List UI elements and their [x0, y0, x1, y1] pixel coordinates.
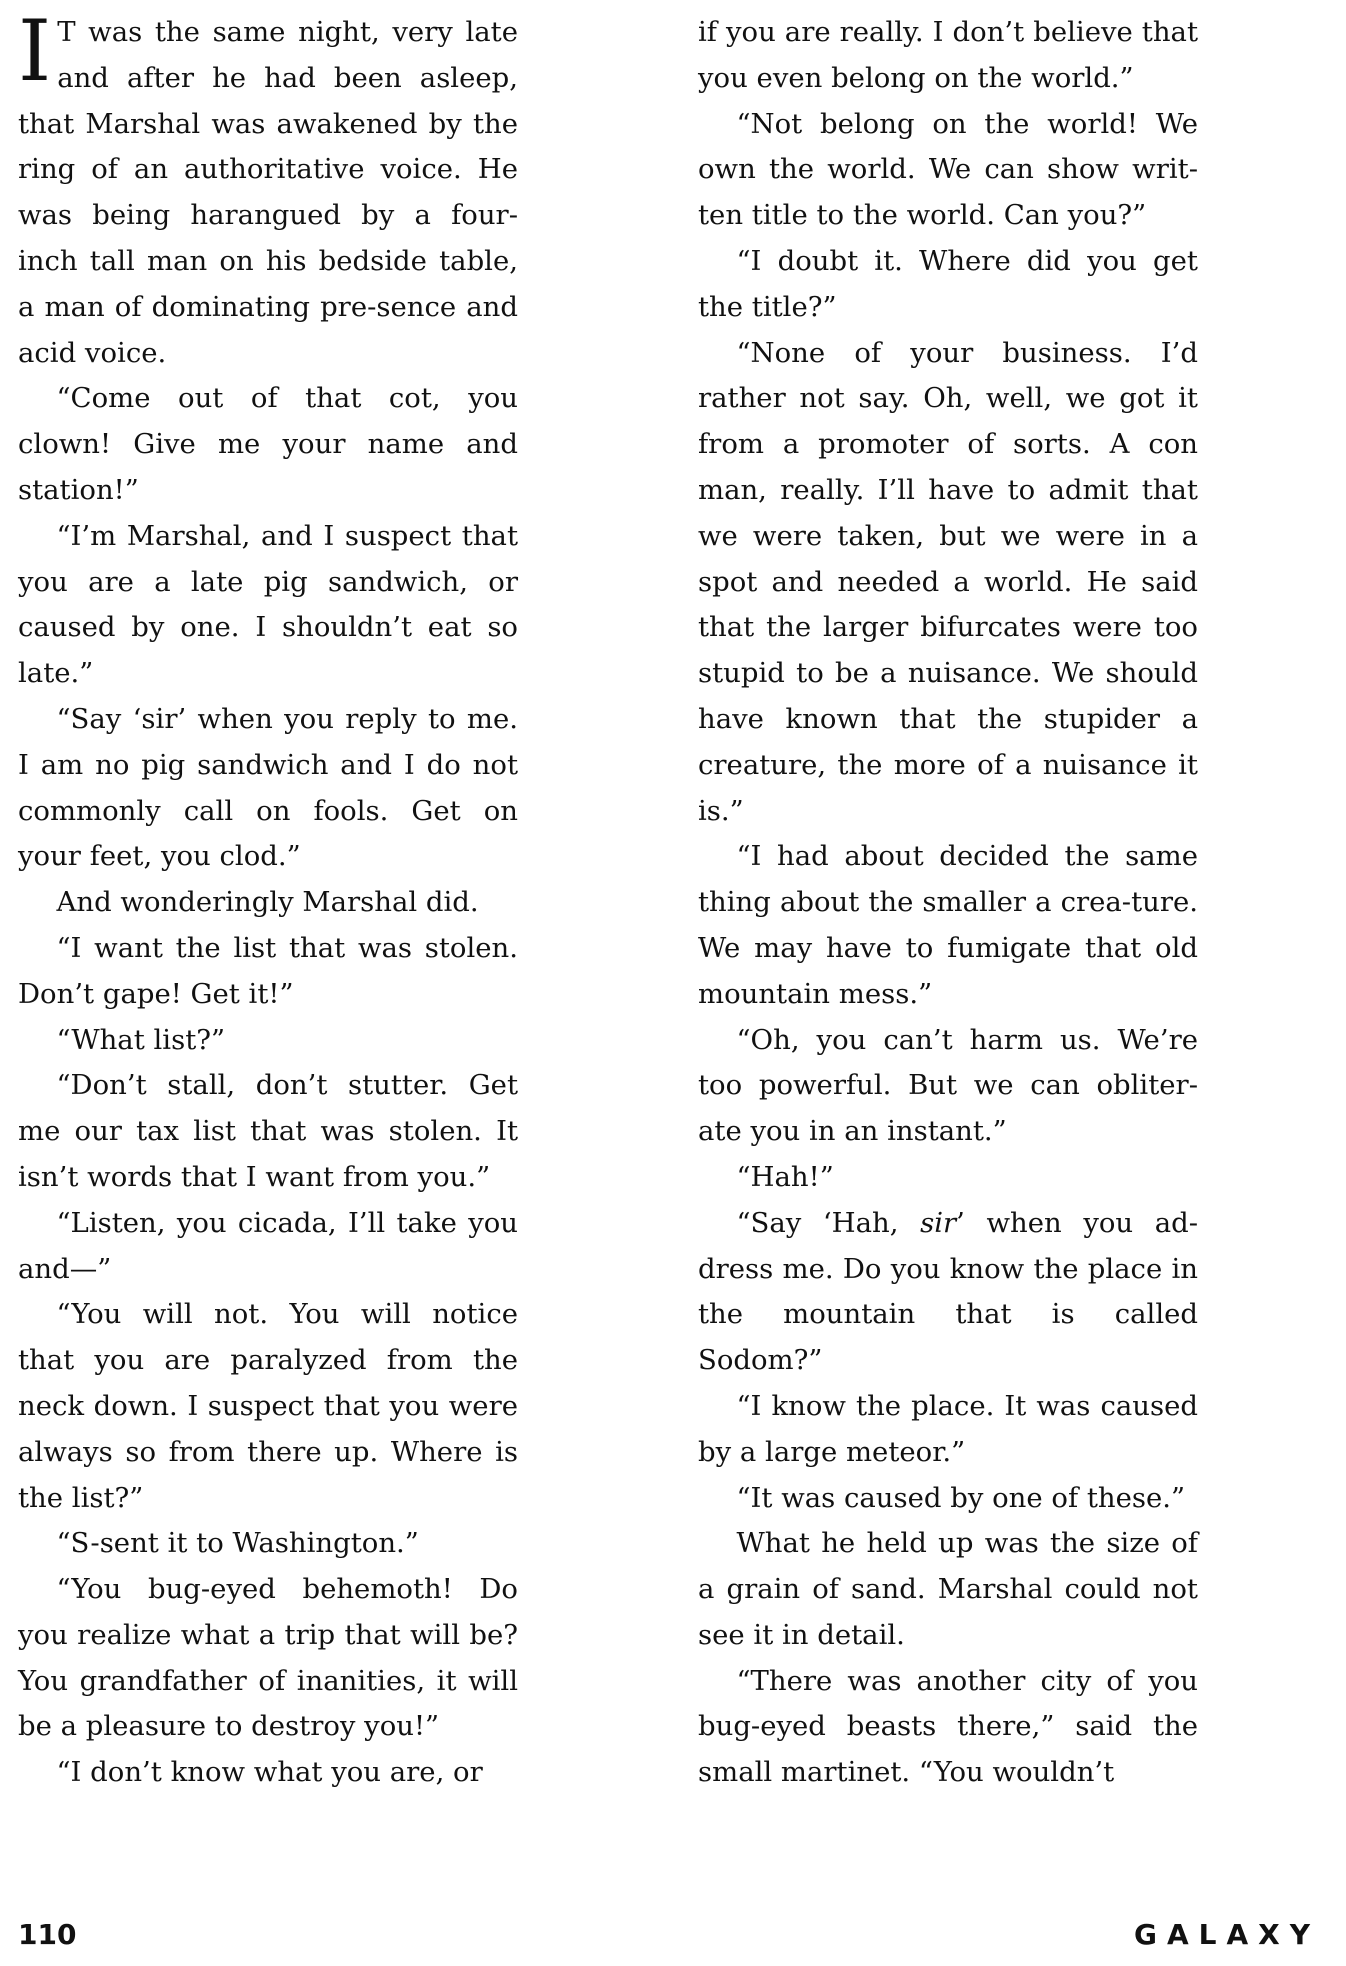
opening-paragraph	[18, 2, 518, 376]
paragraph: “It was caused by one of these.”	[736, 1481, 1186, 1514]
left-column	[18, 2, 518, 1796]
drop-cap: I	[18, 2, 52, 100]
paragraph: “Not belong on the world! We own the world. We can show writ-ten title to the world. Can you?”	[698, 107, 1198, 232]
sir-paragraph-italic: sir	[920, 1206, 957, 1239]
paragraph: “None of your business. I’d rather not say. Oh, well, we got it from a promoter of sorts. A con man, really. I’ll have to admit that we were taken, but we were in a spot and needed a world. He said that the larger bifurcates were too stupid to be a nuisance. We should have known that the stupider a creature, the more of a nuisance it is.”	[698, 336, 1198, 827]
paragraph-sir	[698, 1201, 1198, 1384]
paragraph: “Hah!”	[736, 1160, 834, 1193]
paragraph: “I don’t know what you are, or	[56, 1756, 483, 1789]
paragraph: “Come out of that cot, you clown! Give me your name and station!”	[18, 382, 518, 506]
paragraph: “Oh, you can’t harm us. We’re too powerful. But we can obliter-ate you in an instant.”	[698, 1023, 1198, 1148]
paragraph: “Don’t stall, don’t stutter. Get me our tax list that was stolen. It isn’t words that I want from you.”	[18, 1069, 518, 1193]
paragraph: “You bug-eyed behemoth! Do you realize what a trip that will be? You grandfather of inanities, it will be a pleasure to destroy you!”	[18, 1573, 518, 1743]
paragraph: “You will not. You will notice that you are paralyzed from the neck down. I suspect that you were always so from there up. Where is the list?”	[18, 1298, 518, 1514]
paragraph: “Listen, you cicada, I’ll take you and—”	[18, 1206, 518, 1285]
paragraph: “S-sent it to Washington.”	[56, 1527, 419, 1560]
page-number: 110	[18, 1918, 77, 1951]
paragraph: “What list?”	[56, 1023, 226, 1056]
paragraph: And wonderingly Marshal did.	[56, 886, 479, 919]
paragraph: What he held up was the size of a grain of sand. Marshal could not see it in detail.	[698, 1527, 1198, 1651]
paragraph: “Say ‘sir’ when you reply to me. I am no pig sandwich and I do not commonly call on fools. Get on your feet, you clod.”	[18, 702, 518, 873]
opening-paragraph-text: T was the same night, very late and after he had been asleep, that Marshal was awakened by the ring of an authoritative voice. He was being harangued by a four-inch tall man on his bedside table, a man of dominating pre-sence and acid voice.	[18, 16, 518, 369]
magazine-name: GALAXY	[1133, 1918, 1320, 1951]
sir-paragraph-after: ’ when you ad-dress me. Do you know the place in the mountain that is called Sodom?”	[698, 1206, 1199, 1377]
paragraph: “I doubt it. Where did you get the title?”	[698, 244, 1198, 323]
paragraph: “There was another city of you bug-eyed beasts there,” said the small martinet. “You wouldn’t	[698, 1664, 1198, 1789]
paragraph: “I’m Marshal, and I suspect that you are a late pig sandwich, or caused by one. I shouldn’t eat so late.”	[18, 519, 518, 690]
right-column	[698, 10, 1198, 1796]
continued-paragraph: if you are really. I don’t believe that you even belong on the world.”	[698, 16, 1198, 94]
sir-paragraph-before: “Say ‘Hah,	[736, 1206, 921, 1239]
paragraph: “I had about decided the same thing about the smaller a crea-ture. We may have to fumigate that old mountain mess.”	[698, 840, 1198, 1010]
paragraph: “I know the place. It was caused by a large meteor.”	[698, 1389, 1198, 1468]
paragraph: “I want the list that was stolen. Don’t gape! Get it!”	[18, 931, 518, 1010]
